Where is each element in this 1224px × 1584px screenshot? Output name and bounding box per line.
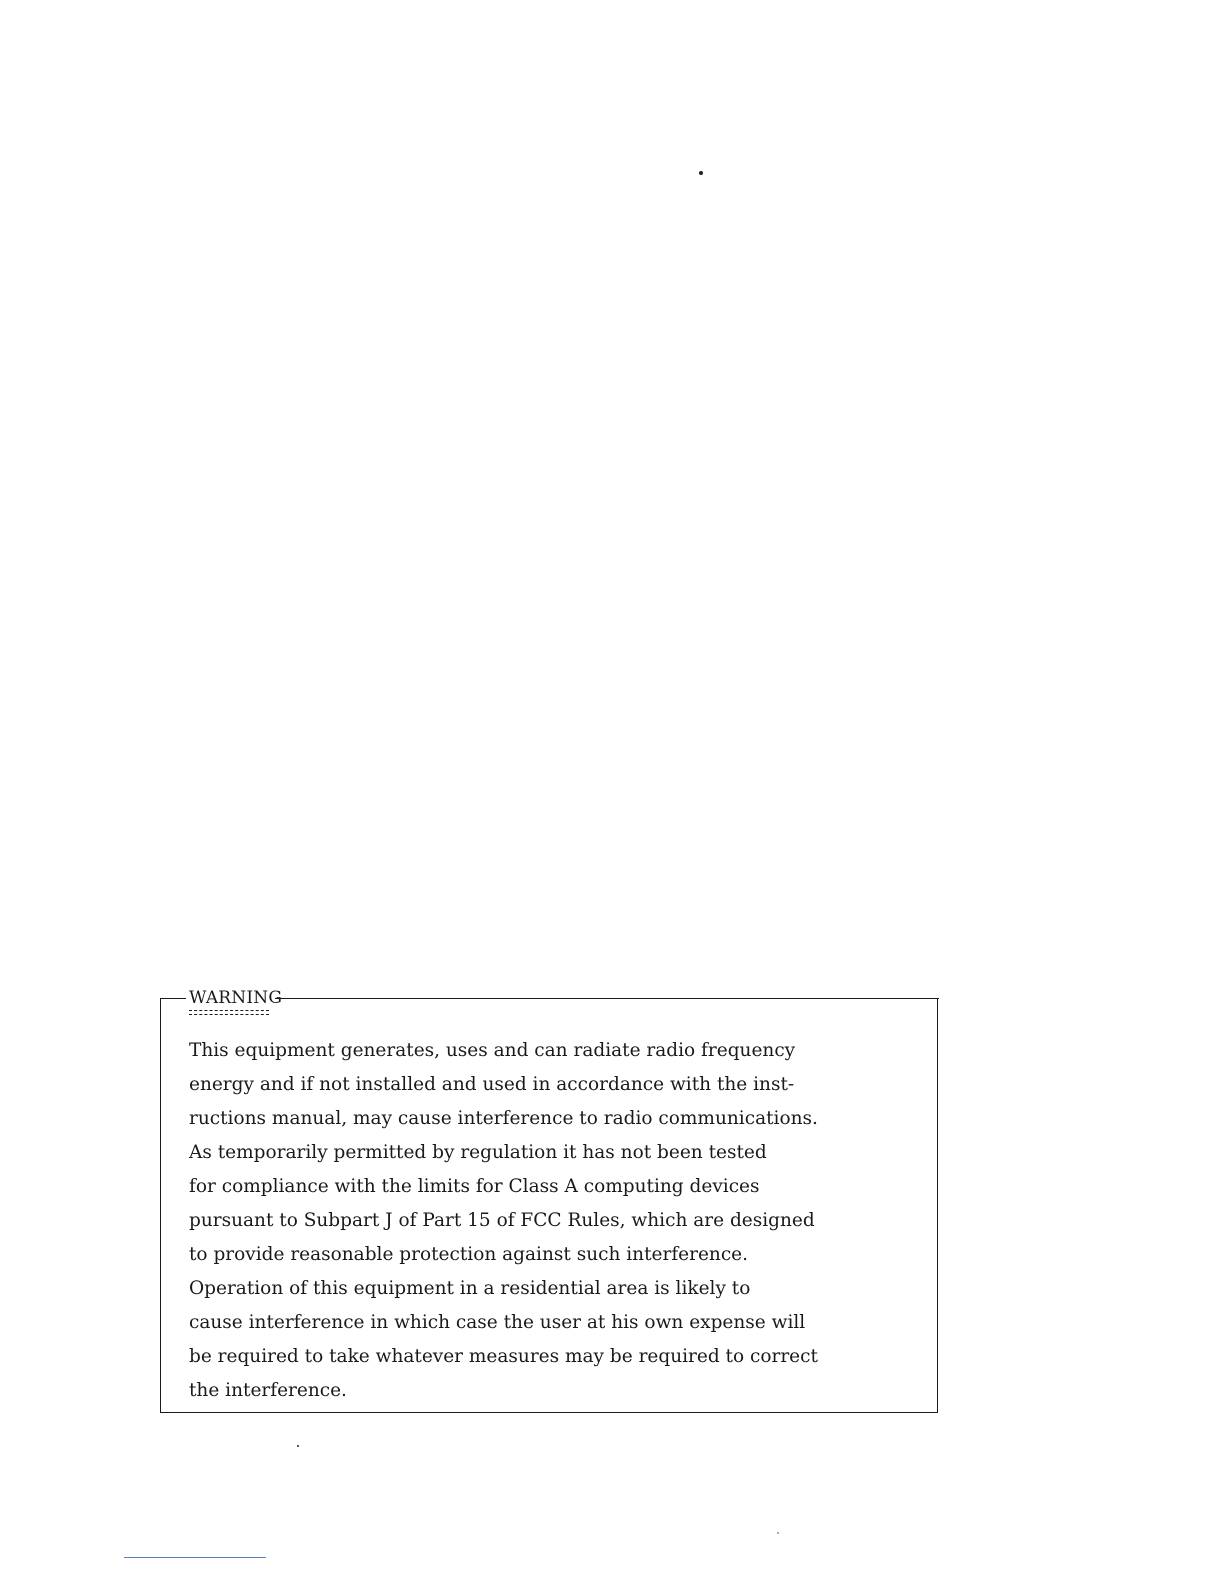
scan-speck-bottom-right (777, 1532, 779, 1534)
warning-line: for compliance with the limits for Class A computing devices (189, 1176, 760, 1197)
scan-speck-bottom-left (297, 1445, 299, 1447)
warning-box-top-right-border (275, 998, 939, 999)
warning-title: WARNING (189, 988, 283, 1008)
scan-speck-top (699, 171, 703, 175)
warning-line: be required to take whatever measures may be required to correct (189, 1346, 818, 1367)
warning-line: This equipment generates, uses and can radiate radio frequency (189, 1040, 796, 1061)
warning-line: the interference. (189, 1380, 347, 1401)
warning-line: pursuant to Subpart J of Part 15 of FCC Rules, which are designed (189, 1210, 815, 1231)
warning-line: to provide reasonable protection against such interference. (189, 1244, 749, 1265)
warning-line: Operation of this equipment in a residential area is likely to (189, 1278, 751, 1299)
warning-line: cause interference in which case the user at his own expense will (189, 1312, 806, 1333)
warning-line: energy and if not installed and used in accordance with the inst- (189, 1074, 795, 1095)
warning-line: ructions manual, may cause interference to radio communications. (189, 1108, 818, 1129)
warning-box (160, 988, 938, 1413)
footnote-rule (124, 1557, 266, 1558)
warning-box-top-left-border (160, 998, 186, 999)
warning-line: As temporarily permitted by regulation it has not been tested (189, 1142, 767, 1163)
warning-title-underline (189, 1010, 269, 1015)
warning-body (189, 1034, 937, 1408)
